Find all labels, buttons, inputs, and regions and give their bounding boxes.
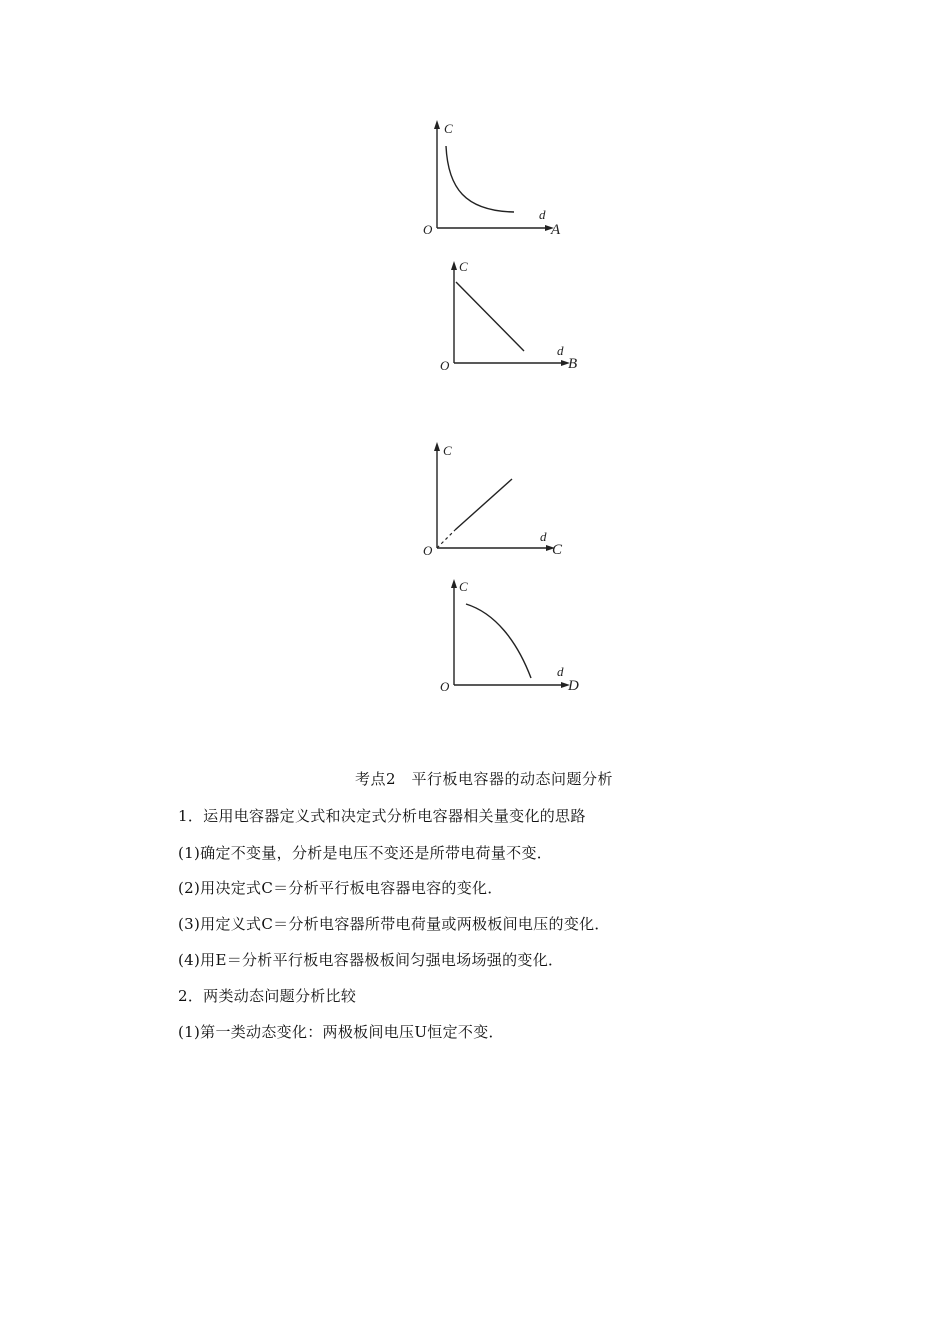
graph-option-c	[420, 438, 570, 560]
option-letter: D	[568, 678, 579, 694]
graph-c-svg	[420, 438, 570, 560]
origin-label: O	[440, 679, 450, 694]
x-axis-label: d	[557, 343, 564, 358]
x-axis-label: d	[557, 664, 564, 679]
y-axis-arrow-icon	[451, 261, 457, 270]
graph-option-a	[420, 118, 570, 240]
y-axis-label: C	[459, 579, 468, 594]
y-axis-arrow-icon	[434, 120, 440, 129]
line-proportional	[455, 479, 512, 530]
option-letter: A	[551, 222, 561, 238]
y-axis-arrow-icon	[434, 442, 440, 451]
graph-d-svg	[437, 575, 587, 697]
curve-inverse	[446, 146, 514, 212]
origin-label: O	[440, 358, 450, 373]
paragraph-line: 2．两类动态问题分析比较	[178, 987, 357, 1005]
dashed-extension	[437, 530, 455, 548]
origin-label: O	[423, 222, 433, 237]
section-title: 考点2 平行板电容器的动态问题分析	[355, 770, 614, 788]
x-axis-label: d	[539, 207, 546, 222]
paragraph-line: (4)用E＝分析平行板电容器极板间匀强电场场强的变化．	[178, 951, 564, 969]
paragraph-line: (3)用定义式C＝分析电容器所带电荷量或两极板间电压的变化．	[178, 915, 610, 933]
y-axis-arrow-icon	[451, 579, 457, 588]
option-letter: C	[552, 542, 563, 558]
paragraph-line: (1)第一类动态变化：两极板间电压U恒定不变．	[178, 1023, 504, 1041]
curve-concave-decreasing	[466, 604, 531, 678]
y-axis-label: C	[443, 443, 452, 458]
line-decreasing	[456, 282, 524, 351]
graph-option-d	[437, 575, 587, 697]
x-axis-label: d	[540, 529, 547, 544]
origin-label: O	[423, 543, 433, 558]
paragraph-line: 1．运用电容器定义式和决定式分析电容器相关量变化的思路	[178, 807, 586, 825]
graph-b-svg	[437, 253, 587, 375]
y-axis-label: C	[444, 121, 453, 136]
option-letter: B	[568, 356, 578, 372]
y-axis-label: C	[459, 259, 468, 274]
graph-a-svg	[420, 118, 570, 240]
paragraph-line: (2)用决定式C＝分析平行板电容器电容的变化．	[178, 879, 503, 897]
paragraph-line: (1)确定不变量，分析是电压不变还是所带电荷量不变．	[178, 844, 553, 862]
graph-option-b	[437, 253, 587, 375]
